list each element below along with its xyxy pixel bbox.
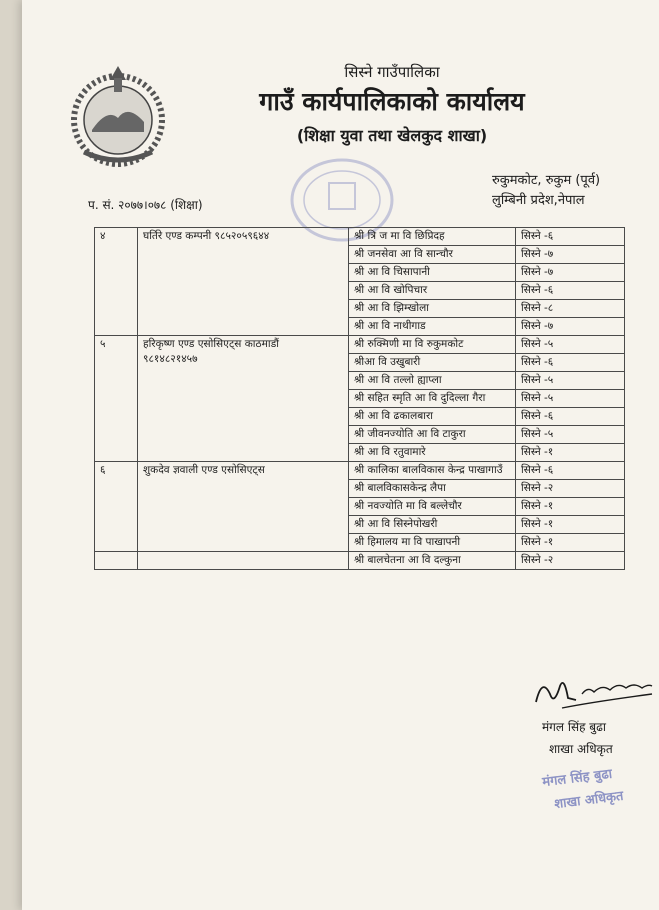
firm-name: घर्तिरे एण्ड कम्पनी ९८५२०५९६४४: [143, 230, 270, 242]
table-row: [95, 336, 625, 354]
ward-cell: सिस्ने -५: [516, 426, 625, 444]
address-line-2: लुम्बिनी प्रदेश,नेपाल: [492, 193, 585, 208]
table-row: [95, 228, 625, 246]
school-cell: श्री हिमालय मा वि पाखापनी: [349, 534, 516, 552]
firm-cell: [138, 462, 349, 552]
ward-cell: सिस्ने -१: [516, 498, 625, 516]
school-cell: श्री आ वि सिस्नेपोखरी: [349, 516, 516, 534]
school-cell: श्री आ वि चिसापानी: [349, 264, 516, 282]
school-cell: श्री बालचेतना आ वि दल्कुना: [349, 552, 516, 570]
handwritten-signature: [532, 672, 657, 717]
school-cell: श्री सहित स्मृति आ वि दुदिल्ला गैरा: [349, 390, 516, 408]
ward-cell: सिस्ने -१: [516, 516, 625, 534]
school-cell: श्री आ वि ढकालबारा: [349, 408, 516, 426]
section-title: (शिक्षा युवा तथा खेलकुद शाखा): [296, 126, 488, 145]
ward-cell: सिस्ने -५: [516, 390, 625, 408]
firm-cell: [138, 228, 349, 336]
table-row: [95, 552, 625, 570]
ward-cell: सिस्ने -७: [516, 264, 625, 282]
serial-number-cell: [95, 552, 138, 570]
assignment-table: [94, 227, 625, 570]
school-cell: श्री बालविकासकेन्द्र लैपा: [349, 480, 516, 498]
school-cell: श्री त्रि ज मा वि छिप्रिदह: [349, 228, 516, 246]
school-cell: श्री आ वि रतुवामारे: [349, 444, 516, 462]
document-page: [22, 0, 659, 910]
ward-cell: सिस्ने -५: [516, 336, 625, 354]
ward-cell: सिस्ने -७: [516, 318, 625, 336]
firm-cell: [138, 336, 349, 462]
firm-phone: ९८१४८२१४५७: [143, 353, 198, 365]
nepal-emblem-icon: [62, 60, 174, 172]
school-cell: श्री आ वि तल्लो ह्याप्ला: [349, 372, 516, 390]
school-cell: श्री आ वि झिम्खोला: [349, 300, 516, 318]
serial-number-cell: ४: [95, 228, 138, 336]
ward-cell: सिस्ने -२: [516, 480, 625, 498]
ward-cell: सिस्ने -५: [516, 372, 625, 390]
ward-cell: सिस्ने -१: [516, 534, 625, 552]
table-row: [95, 462, 625, 480]
ward-cell: सिस्ने -७: [516, 246, 625, 264]
ward-cell: सिस्ने -६: [516, 354, 625, 372]
ward-cell: सिस्ने -२: [516, 552, 625, 570]
signatory-name: मंगल सिंह बुढा: [542, 720, 607, 734]
office-title: गाउँ कार्यपालिकाको कार्यालय: [259, 87, 525, 116]
school-cell: श्रीआ वि उखुबारी: [349, 354, 516, 372]
school-cell: श्री आ वि खोपिचार: [349, 282, 516, 300]
name-stamp-line-1: मंगल सिंह बुढा: [541, 766, 613, 791]
ward-cell: सिस्ने -६: [516, 462, 625, 480]
name-stamp-line-2: शाखा अधिकृत: [553, 788, 625, 813]
ward-cell: सिस्ने -८: [516, 300, 625, 318]
school-cell: श्री नवज्योति मा वि बल्लेचौर: [349, 498, 516, 516]
school-cell: श्री रुक्मिणी मा वि रुकुमकोट: [349, 336, 516, 354]
municipality-name: सिस्ने गाउँपालिका: [344, 63, 440, 81]
ward-cell: सिस्ने -१: [516, 444, 625, 462]
firm-cell: [138, 552, 349, 570]
ward-cell: सिस्ने -६: [516, 282, 625, 300]
serial-number-cell: ५: [95, 336, 138, 462]
school-cell: श्री कालिका बालविकास केन्द्र पाखागाउँ: [349, 462, 516, 480]
ward-cell: सिस्ने -६: [516, 228, 625, 246]
reference-number: प. सं. २०७७।०७८ (शिक्षा): [88, 198, 203, 212]
serial-number-cell: ६: [95, 462, 138, 552]
ward-cell: सिस्ने -६: [516, 408, 625, 426]
firm-name: शुकदेव ज्ञवाली एण्ड एसोसिएट्स: [143, 464, 265, 476]
school-cell: श्री जीवनज्योति आ वि टाकुरा: [349, 426, 516, 444]
school-cell: श्री जनसेवा आ वि सान्चौर: [349, 246, 516, 264]
firm-name: हरिकृष्ण एण्ड एसोसिएट्स काठमाडौं: [143, 338, 279, 350]
school-cell: श्री आ वि नाथीगाड: [349, 318, 516, 336]
address-line-1: रुकुमकोट, रुकुम (पूर्व): [492, 173, 601, 188]
signatory-title: शाखा अधिकृत: [549, 742, 613, 756]
